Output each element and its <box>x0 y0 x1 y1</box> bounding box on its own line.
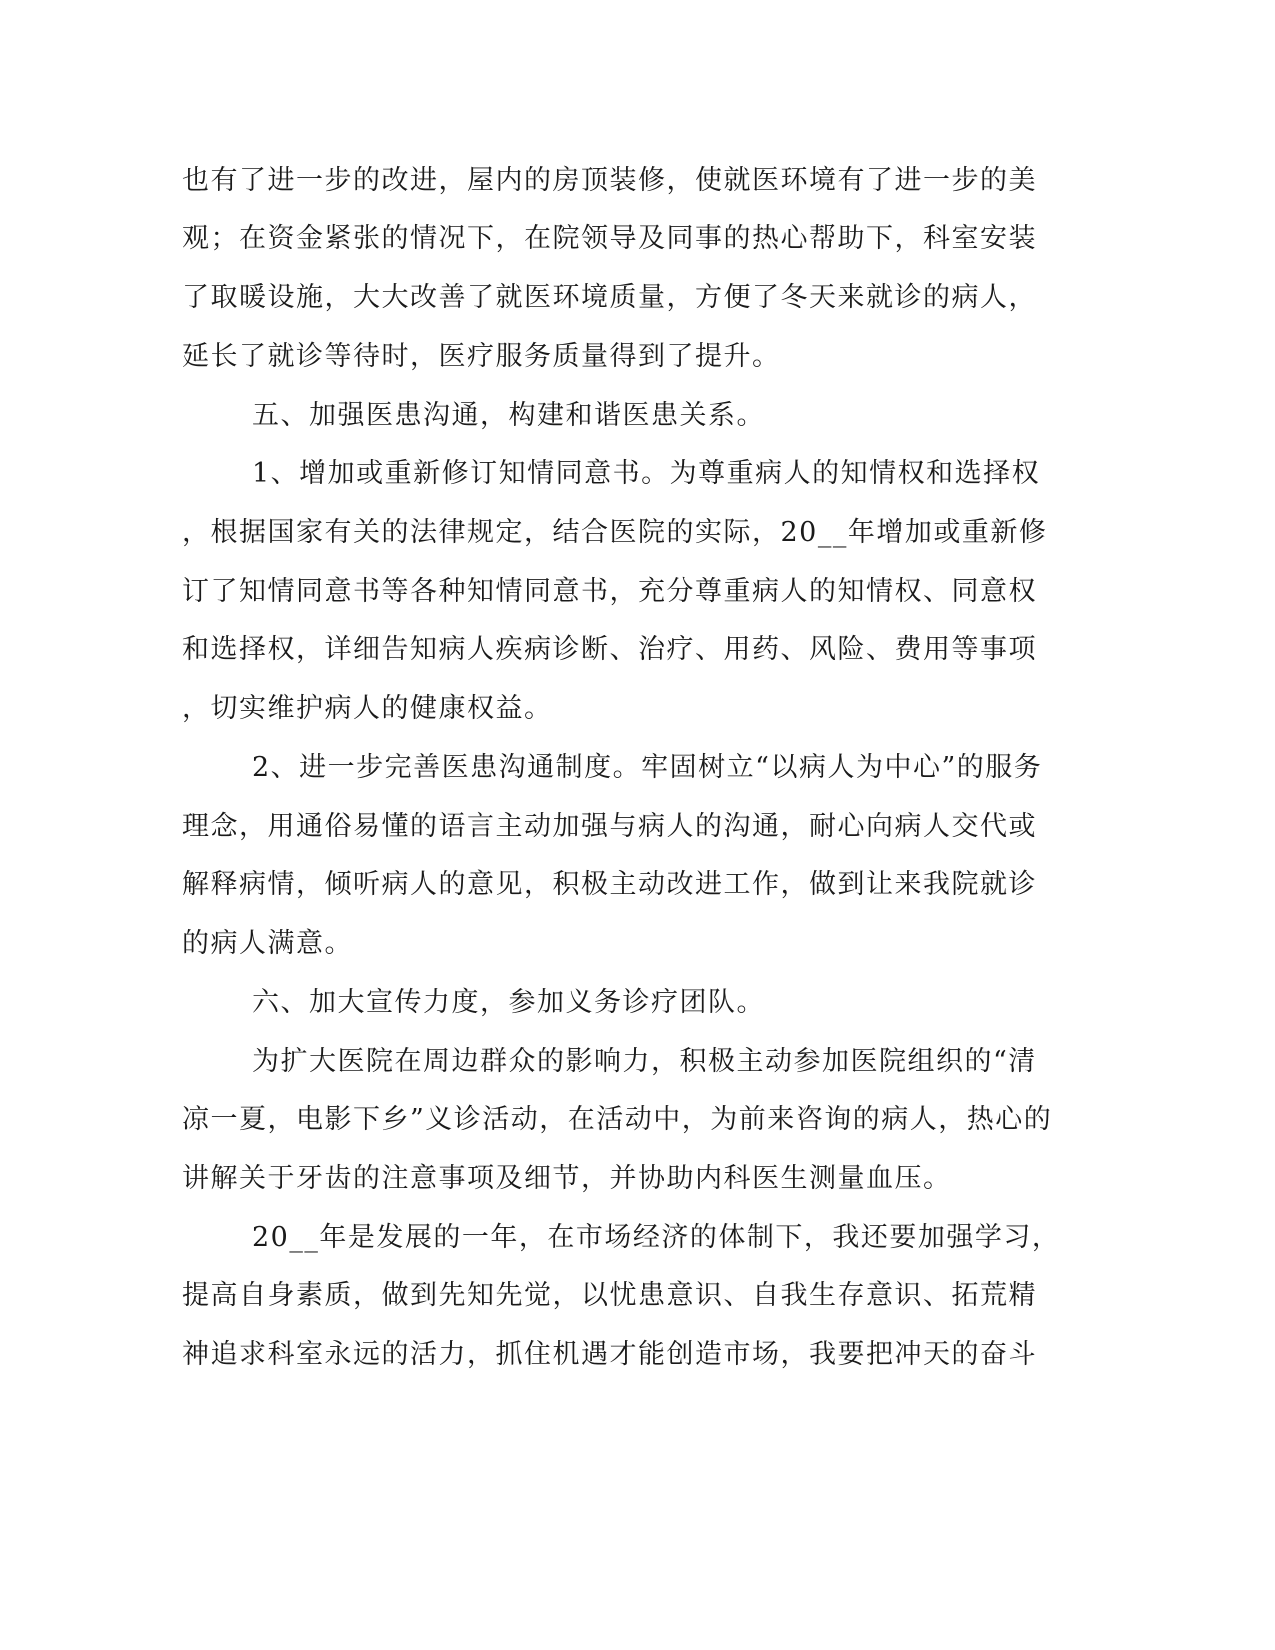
text-line: 也有了进一步的改进，屋内的房顶装修，使就医环境有了进一步的美 <box>182 165 1037 196</box>
text-line: 神追求科室永远的活力，抓住机遇才能创造市场，我要把冲天的奋斗 <box>182 1339 1037 1370</box>
text-line: 延长了就诊等待时，医疗服务质量得到了提升。 <box>182 341 781 372</box>
text-line: 订了知情同意书等各种知情同意书，充分尊重病人的知情权、同意权 <box>182 576 1037 607</box>
text-line: 提高自身素质，做到先知先觉，以忧患意识、自我生存意识、拓荒精 <box>182 1280 1037 1311</box>
text-line: 解释病情，倾听病人的意见，积极主动改进工作，做到让来我院就诊 <box>182 869 1037 900</box>
text-line: 凉一夏，电影下乡”义诊活动，在活动中，为前来咨询的病人，热心的 <box>182 1104 1053 1135</box>
text-line: 20__年是发展的一年，在市场经济的体制下，我还要加强学习， <box>252 1222 1061 1253</box>
text-line: 的病人满意。 <box>182 928 353 959</box>
text-line: ，切实维护病人的健康权益。 <box>182 693 553 724</box>
section-heading: 五、加强医患沟通，构建和谐医患关系。 <box>252 400 765 431</box>
text-line: 了取暖设施，大大改善了就医环境质量，方便了冬天来就诊的病人， <box>182 282 1037 313</box>
text-line: ，根据国家有关的法律规定，结合医院的实际，20__年增加或重新修 <box>182 517 1048 548</box>
section-heading: 六、加大宣传力度，参加义务诊疗团队。 <box>252 987 765 1018</box>
text-line: 为扩大医院在周边群众的影响力，积极主动参加医院组织的“清 <box>252 1046 1037 1077</box>
text-line: 讲解关于牙齿的注意事项及细节，并协助内科医生测量血压。 <box>182 1163 952 1194</box>
text-line: 观；在资金紧张的情况下，在院领导及同事的热心帮助下，科室安装 <box>182 223 1037 254</box>
text-line: 2、进一步完善医患沟通制度。牢固树立“以病人为中心”的服务 <box>252 752 1043 783</box>
text-line: 理念，用通俗易懂的语言主动加强与病人的沟通，耐心向病人交代或 <box>182 811 1037 842</box>
text-line: 和选择权，详细告知病人疾病诊断、治疗、用药、风险、费用等事项 <box>182 634 1037 665</box>
text-line: 1、增加或重新修订知情同意书。为尊重病人的知情权和选择权 <box>252 458 1041 489</box>
